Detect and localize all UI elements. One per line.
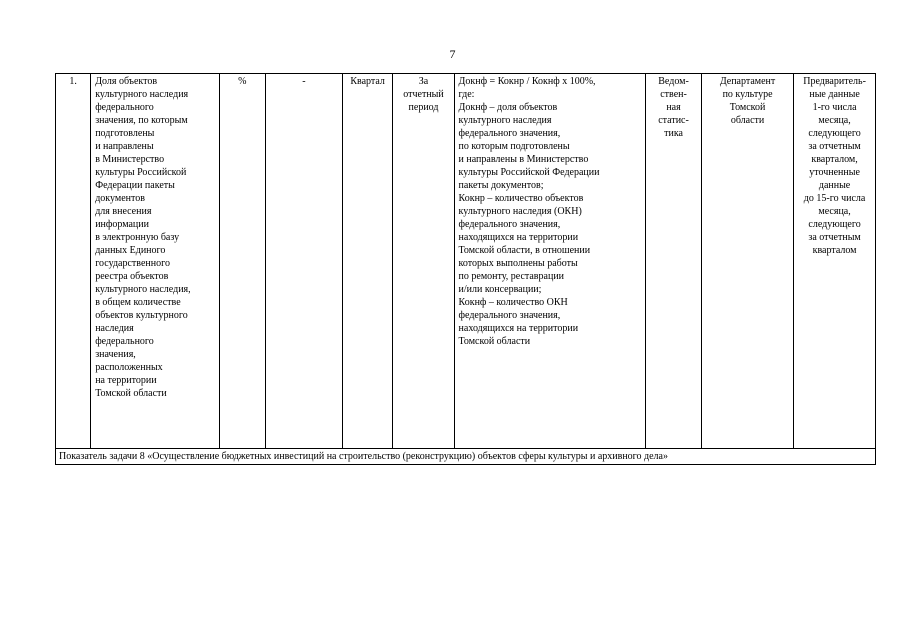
deadline-cell: Предваритель- ные данные 1-го числа месяца, следующего за отчетным кварталом, уточненные данные до 15-го числа месяца, следующего за отчетным кварталом: [794, 74, 876, 449]
dash-cell: -: [266, 74, 343, 449]
unit-cell: %: [219, 74, 266, 449]
table-row: [56, 74, 876, 449]
indicator-name-cell: Доля объектов культурного наследия федерального значения, по которым подготовлены и направлены в Министерство культуры Российской Федерации пакеты документов для внесения информации в электронную базу данных Единого государственного реестра объектов культурного наследия, в общем количестве объектов культурного наследия федерального значения, расположенных на территории Томской области: [91, 74, 219, 449]
task-indicator-heading: Показатель задачи 8 «Осуществление бюджетных инвестиций на строительство (реконструкцию) объектов сферы культуры и архивного дела»: [56, 449, 876, 465]
indicator-table: [55, 73, 876, 465]
formula-cell: Докнф = Кокнр / Кокнф x 100%, где: Докнф – доля объектов культурного наследия федерального значения, по которым подготовлены и направлены в Министерство культуры Российской Федерации пакеты документов; Кокнр – количество объектов культурного наследия (ОКН) федерального значения, находящихся на территории Томской области, в отношении которых выполнены работы по ремонту, реставрации и/или консервации; Кокнф – количество ОКН федерального значения, находящихся на территории Томской области: [454, 74, 646, 449]
responsible-cell: Департамент по культуре Томской области: [701, 74, 793, 449]
reporting-period-cell: За отчетный период: [393, 74, 454, 449]
table-row: [56, 449, 876, 465]
page-number: 7: [449, 47, 456, 61]
period-cell: Квартал: [342, 74, 393, 449]
data-source-cell: Ведом- ствен- ная статис- тика: [646, 74, 702, 449]
row-number-cell: 1.: [56, 74, 91, 449]
